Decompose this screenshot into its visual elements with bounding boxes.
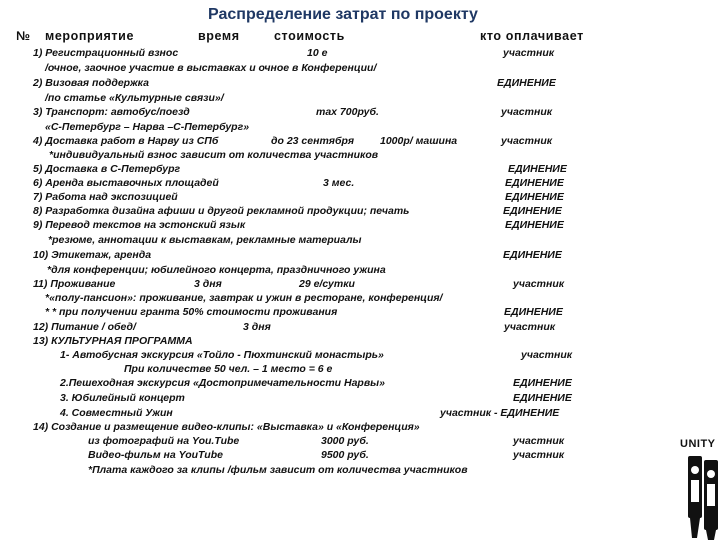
item-text: из фотографий на You.Tube [88,435,240,447]
item-text: 1) Регистрационный взнос [33,47,179,59]
list-item [0,233,720,247]
item-text: 11) Проживание [33,278,116,290]
list-item [0,463,720,477]
header-time: время [198,29,240,43]
item-text: 3. Юбилейный концерт [60,392,185,404]
item-text: 1- Автобусная экскурсия «Тойло - Пюхтинский монастырь» [60,349,384,361]
item-time: 3 мес. [323,177,355,189]
logo-word: UNITY [680,438,716,450]
list-item [0,376,720,390]
item-payer: ЕДИНЕНИЕ [505,177,564,189]
item-payer: участник - ЕДИНЕНИЕ [440,407,560,419]
item-text: 4. Совместный Ужин [60,407,173,419]
item-text: *Плата каждого за клипы /фильм зависит от количества участников [88,464,468,476]
list-item [0,248,720,262]
list-item [0,120,720,134]
item-payer: участник [504,321,556,333]
item-payer: ЕДИНЕНИЕ [505,219,564,231]
list-item [0,190,720,204]
item-payer: ЕДИНЕНИЕ [503,205,562,217]
unity-logo [680,438,720,540]
item-text: 3) Транспорт: автобус/поезд [33,106,190,118]
list-item [0,148,720,162]
list-item [0,420,720,434]
item-cost: max 700руб. [316,106,379,118]
item-payer: ЕДИНЕНИЕ [513,392,572,404]
item-cost: 9500 руб. [321,449,369,461]
item-cost: 29 е/сутки [299,278,355,290]
item-text: 10) Этикетаж, аренда [33,249,152,261]
item-text: 2) Визовая поддержка [33,77,149,89]
item-cost: 3000 руб. [321,435,369,447]
item-payer: ЕДИНЕНИЕ [504,306,563,318]
list-item [0,391,720,405]
item-payer: ЕДИНЕНИЕ [505,191,564,203]
item-text: /очное, заочное участие в выставках и очное в Конференции/ [45,62,377,74]
item-text: *для конференции; юбилейного концерта, праздничного ужина [47,264,386,276]
list-item [0,320,720,334]
item-payer: участник [521,349,573,361]
item-text: * * при получении гранта 50% стоимости проживания [45,306,338,318]
item-payer: участник [513,435,565,447]
list-item [0,406,720,420]
item-text: 8) Разработка дизайна афиши и другой рекламной продукции; печать [33,205,410,217]
item-text: 12) Питание / обед/ [33,321,136,333]
item-text: При количестве 50 чел. – 1 место = 6 е [124,363,333,375]
list-item [0,76,720,90]
list-item [0,91,720,105]
item-text: 9) Перевод текстов на эстонский язык [33,219,246,231]
list-item [0,204,720,218]
item-text: 6) Аренда выставочных площадей [33,177,219,189]
list-item [0,263,720,277]
list-item [0,277,720,291]
list-item [0,305,720,319]
item-payer: участник [501,106,553,118]
header-cost: стоимость [274,29,345,43]
list-item [0,434,720,448]
item-text: *индивидуальный взнос зависит от количества участников [49,149,379,161]
logo-figures-icon [680,438,720,540]
list-item [0,448,720,462]
list-item [0,105,720,119]
header-event: мероприятие [45,29,134,43]
list-item [0,334,720,348]
item-payer: ЕДИНЕНИЕ [497,77,556,89]
item-payer: участник [513,278,565,290]
list-item [0,61,720,75]
item-payer: участник [503,47,555,59]
item-payer: ЕДИНЕНИЕ [503,249,562,261]
item-time: 3 дня [243,321,271,333]
item-payer: участник [513,449,565,461]
page-title: Распределение затрат по проекту [208,6,478,23]
item-text: *резюме, аннотации к выставкам, рекламные материалы [48,234,362,246]
header-payer: кто оплачивает [480,29,584,43]
list-item [0,362,720,376]
header-number: № [16,29,31,43]
item-time: 3 дня [194,278,222,290]
item-payer: участник [501,135,553,147]
item-time: до 23 сентября [271,135,355,147]
list-item [0,348,720,362]
list-item [0,176,720,190]
item-text: 5) Доставка в С-Петербург [33,163,181,175]
list-item [0,46,720,60]
list-item [0,162,720,176]
item-cost: 1000р/ машина [380,135,458,147]
item-text: /по статье «Культурные связи»/ [45,92,224,104]
list-item [0,134,720,148]
item-text: 13) КУЛЬТУРНАЯ ПРОГРАММА [33,335,193,347]
item-text: *«полу-пансион»: проживание, завтрак и ужин в ресторане, конференция/ [45,292,443,304]
item-text: Видео-фильм на YouTube [88,449,223,461]
item-text: 2.Пешеходная экскурсия «Достопримечательности Нарвы» [60,377,385,389]
list-item [0,291,720,305]
item-payer: ЕДИНЕНИЕ [513,377,572,389]
item-text: 7) Работа над экспозицией [33,191,178,203]
item-payer: ЕДИНЕНИЕ [508,163,567,175]
item-text: 4) Доставка работ в Нарву из СПб [33,135,219,147]
item-text: 14) Создание и размещение видео-клипы: «Выставка» и «Конференция» [33,421,420,433]
item-cost: 10 е [307,47,328,59]
item-text: «С-Петербург – Нарва –С-Петербург» [45,121,250,133]
list-item [0,218,720,232]
